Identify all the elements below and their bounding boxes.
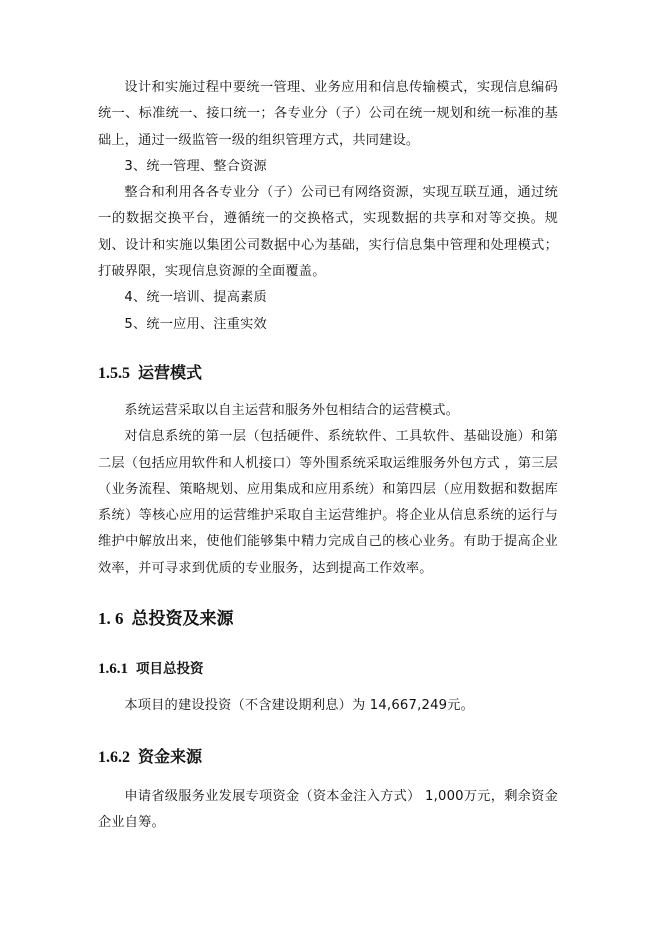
list-item: 5、统一应用、注重实效 [124, 316, 267, 332]
heading-1-6-2 [98, 744, 202, 767]
heading-1-6-1 [98, 657, 204, 678]
heading-number: 1.5.5 [98, 365, 130, 382]
heading-title: 项目总投资 [136, 661, 204, 677]
paragraph: 系统运营采取以自主运营和服务外包相结合的运营模式。 [124, 403, 460, 418]
paragraph: 本项目的建设投资（不含建设期利息）为 14,667,249元。 [124, 698, 475, 713]
heading-number: 1.6.2 [98, 749, 130, 766]
heading-title: 资金来源 [138, 747, 203, 766]
intro-body [98, 75, 558, 338]
heading-title: 运营模式 [138, 363, 203, 382]
total-investment-body [98, 693, 558, 719]
list-item: 4、统一培训、提高素质 [124, 290, 267, 306]
heading-title: 总投资及来源 [131, 609, 234, 629]
paragraph: 设计和实施过程中要统一管理、业务应用和信息传输模式，实现信息编码统一、标准统一、接口统一；各专业分（子）公司在统一规划和统一标准的基础上，通过一级监管一级的组织管理方式，共同建设。 [98, 80, 558, 148]
paragraph: 对信息系统的第一层（包括硬件、系统软件、工具软件、基础设施）和第二层（包括应用软件和人机接口）等外围系统采取运维服务外包方式 ，第三层（业务流程、策略规划、应用集成和应用系统）和第四层（应用数据和数据库系统）等核心应用的运营维护采取自主运营维护。将企业从信息系统的运行与维护中解放出来，使他们能够集中精力完成自己的核心业务。有助于提高企业效率，并可寻求到优质的专业服务，达到提高工作效率。 [98, 429, 558, 576]
paragraph: 整合和利用各各专业分（子）公司已有网络资源，实现互联互通，通过统一的数据交换平台，遵循统一的交换格式，实现数据的共享和对等交换。规划、设计和实施以集团公司数据中心为基础，实行信息集中管理和处理模式；打破界限，实现信息资源的全面覆盖。 [98, 185, 558, 280]
heading-number: 1.6.1 [98, 661, 128, 677]
paragraph: 申请省级服务业发展专项资金（资本金注入方式） 1,000万元，剩余资金企业自筹。 [98, 789, 558, 831]
heading-1-6 [98, 604, 234, 629]
heading-1-5-5 [98, 360, 202, 383]
funding-source-body [98, 784, 558, 837]
operation-mode-body [98, 398, 558, 582]
list-item: 3、统一管理、整合资源 [124, 158, 267, 174]
heading-number: 1. 6 [98, 609, 124, 628]
